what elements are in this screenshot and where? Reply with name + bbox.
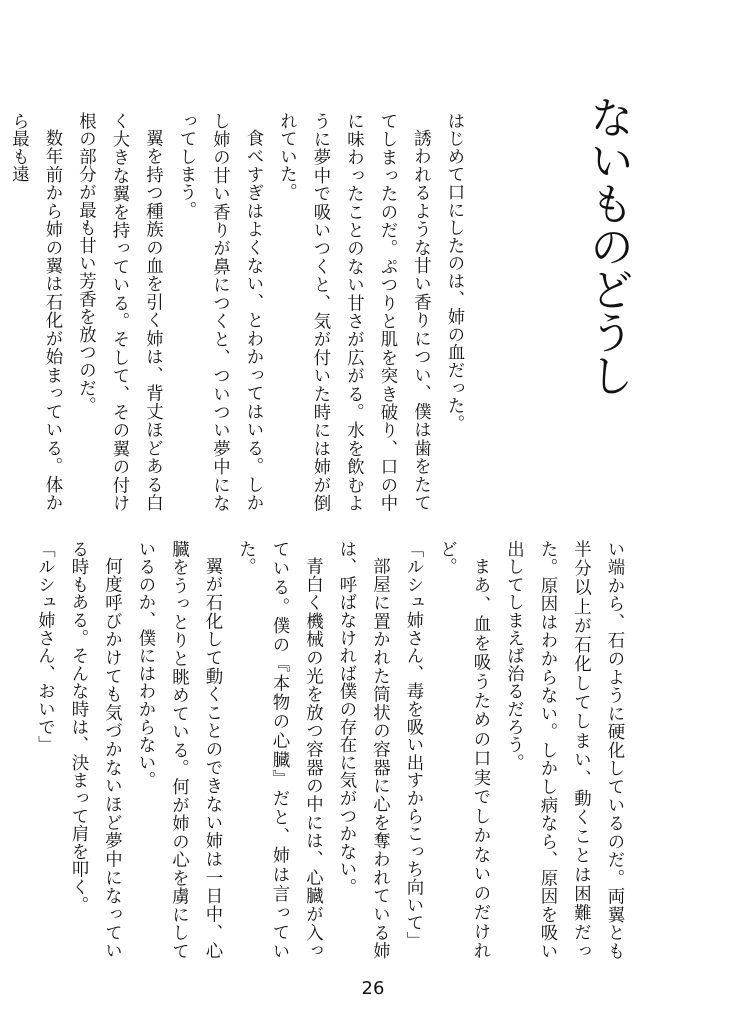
page-number: 26 <box>361 978 385 999</box>
text-block-bottom <box>34 540 630 960</box>
text-block-top <box>8 112 470 512</box>
paragraph: 誘われるような甘い香りについ、僕は歯をたててしまったのだ。ぷつりと肌を突き破り、口の中に味わったことのない甘さが広がる。水を飲むように夢中で吸いつくと、気が付いた時には姉が倒れていた。 <box>276 112 431 512</box>
paragraph: 食べすぎはよくない、とわかってはいる。しかし姉の甘い香りが鼻につくと、ついつい夢中になってしまう。 <box>176 112 263 512</box>
paragraph: 数年前から姉の翼は石化が始まっている。体から最も遠 <box>8 112 62 512</box>
dialogue-line: 「ルシュ姉さん、おいで」 <box>34 540 55 754</box>
paragraph: はじめて口にしたのは、姉の血だった。 <box>444 112 464 433</box>
paragraph: 部屋に置かれた筒状の容器に心を奪われている姉は、呼ばなければ僕の存在に気がつかない。 <box>336 540 390 960</box>
paragraph: まあ、血を吸うための口実でしかないのだけれど。 <box>436 540 490 960</box>
paragraph: 青白く機械の光を放つ容器の中には、心臓が入っている。僕の『本物の心臓』だと、姉は言っていた。 <box>235 540 323 960</box>
dialogue-line: 「ルシュ姉さん、毒を吸い出すからこっち向いて」 <box>403 540 423 950</box>
paragraph: 何度呼びかけても気づかないほど夢中になっている時もある。そんな時は、決まって肩を叩く。 <box>68 540 122 960</box>
paragraph: 翼を持つ種族の血を引く姉は、背丈ほどある白く大きな翼を持っている。そして、その翼の付け根の部分が最も甘い芳香を放つのだ。 <box>75 112 163 512</box>
paragraph: い端から、石のように硬化しているのだ。両翼とも半分以上が石化してしまい、動くことは困難だった。原因はわからない。しかし病なら、原因を吸い出してしまえば治るだろう。 <box>503 540 624 960</box>
paragraph: 翼が石化して動くことのできない姉は一日中、心臓をうっとりと眺めている。何が姉の心を虜にしているのか、僕にはわからない。 <box>135 540 222 960</box>
chapter-title: ないものどうし <box>582 95 633 396</box>
